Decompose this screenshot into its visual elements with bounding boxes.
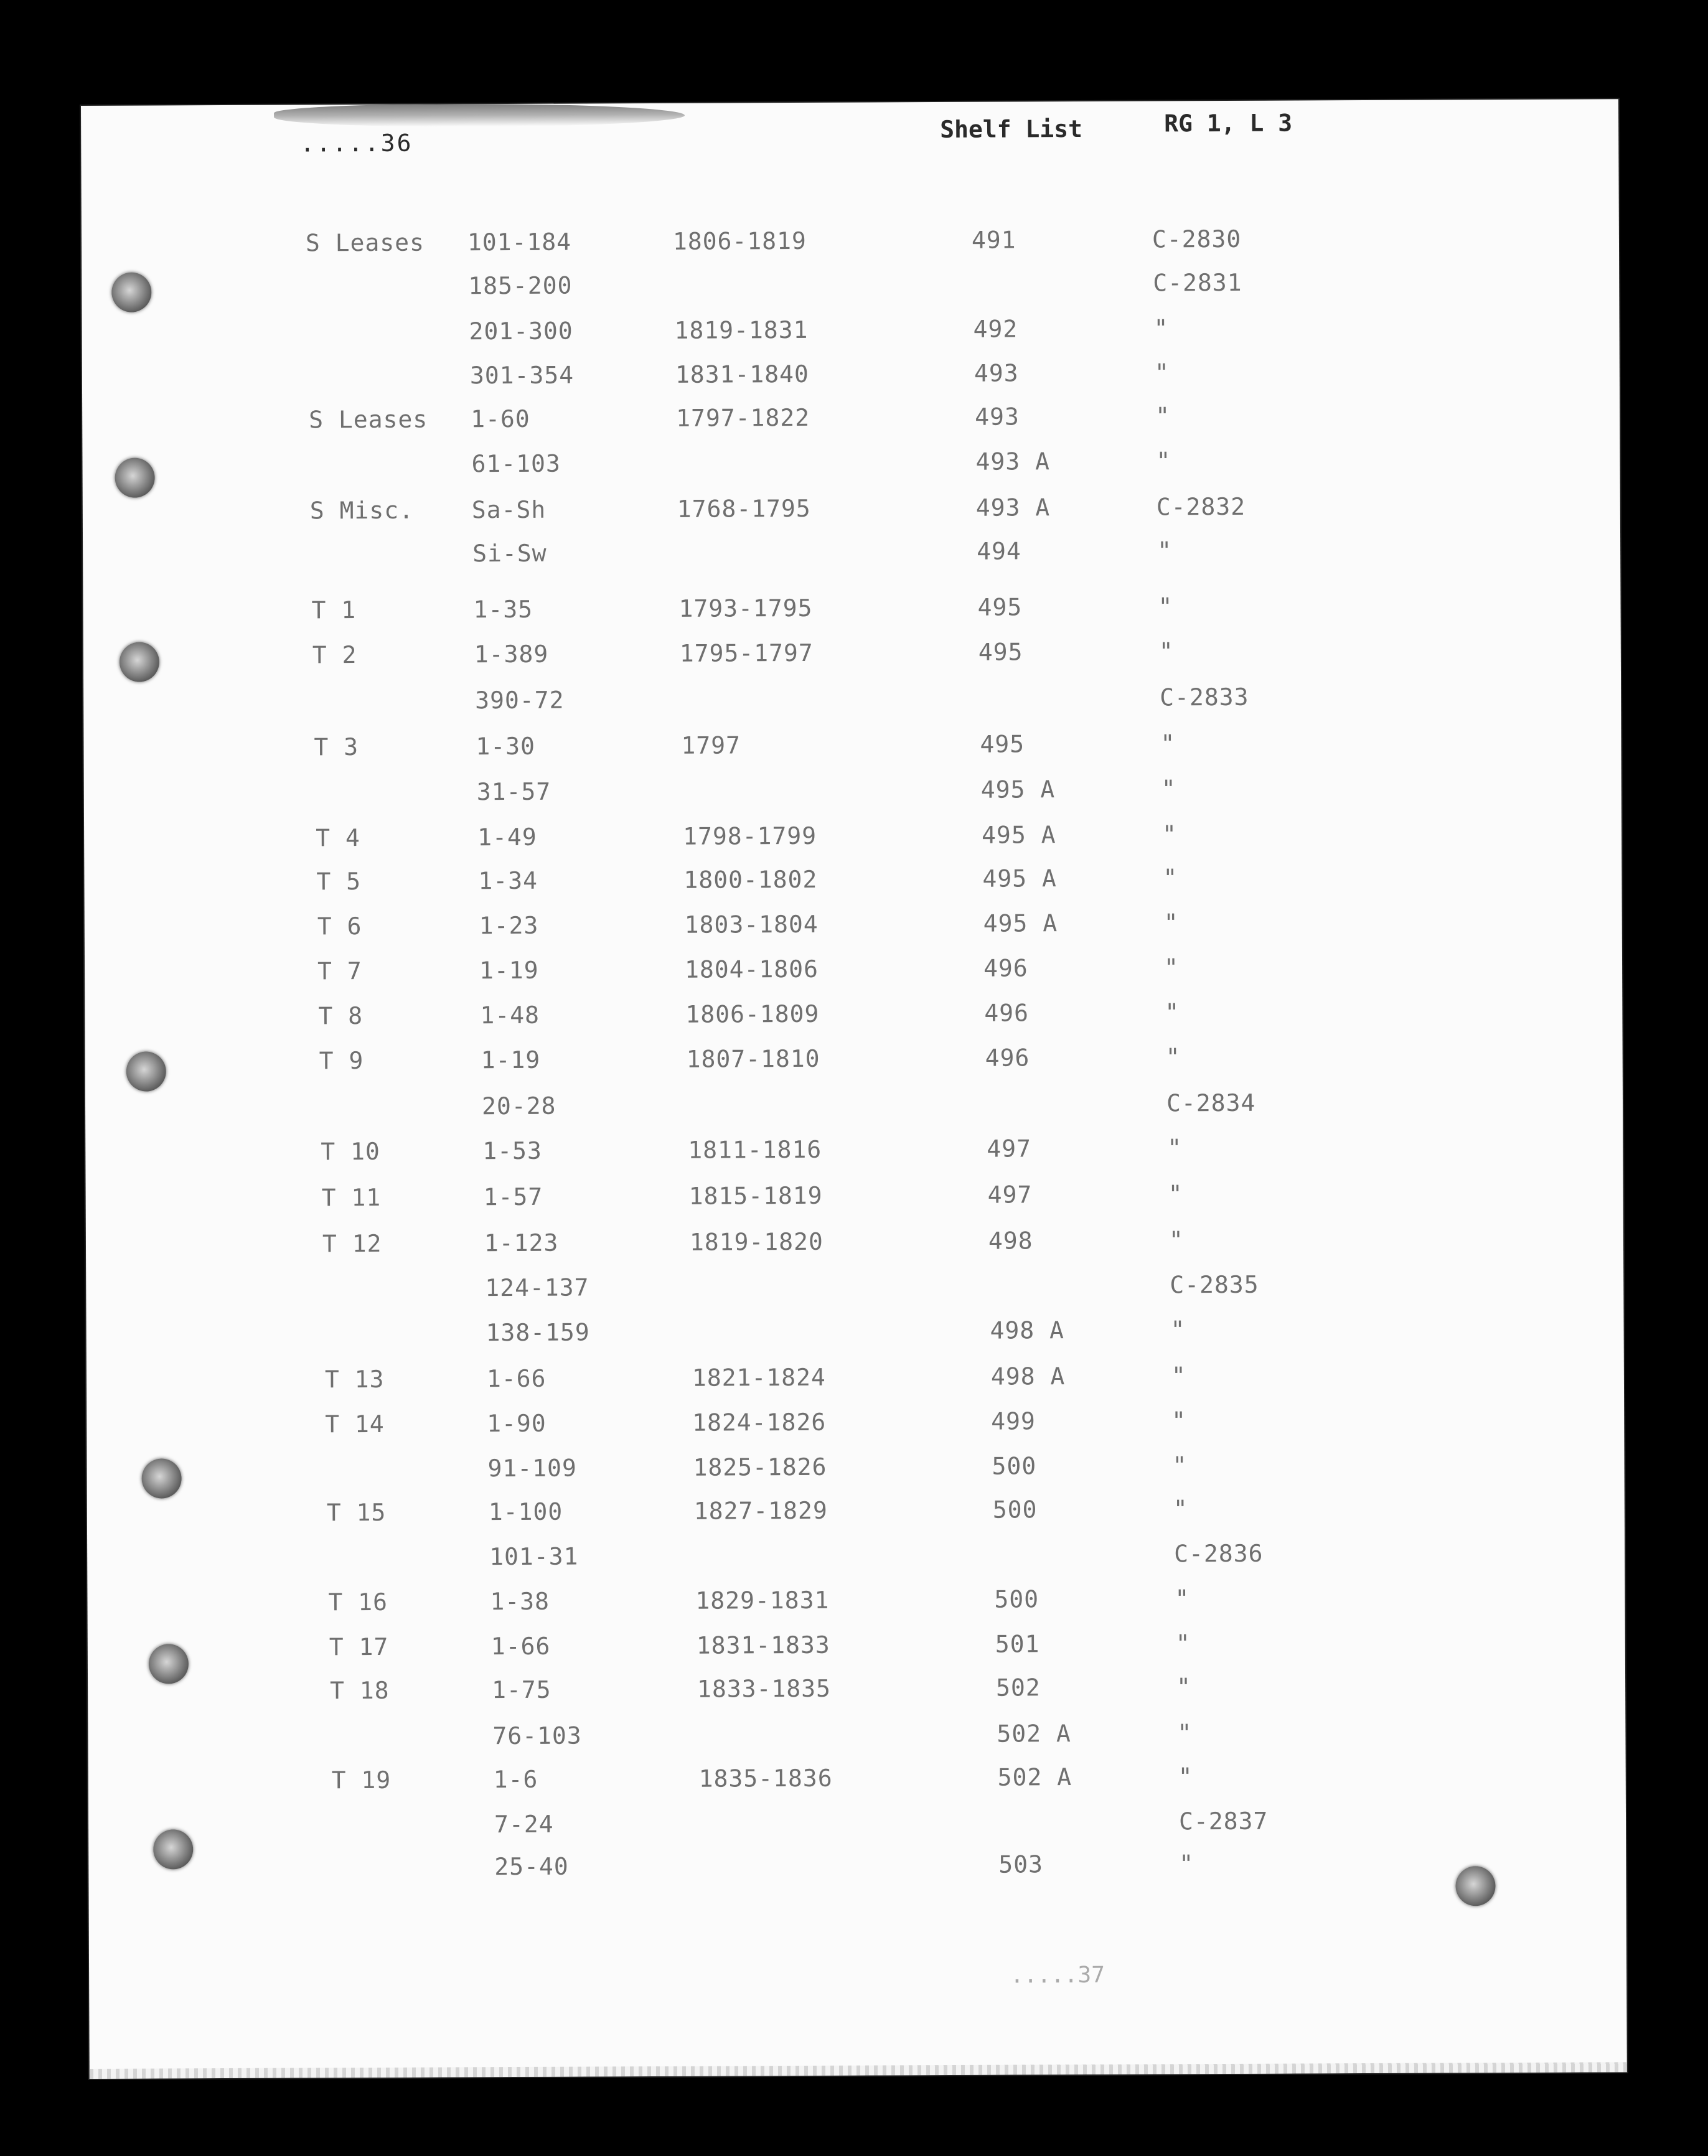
- row-box-number: 497: [987, 1181, 1033, 1209]
- row-reel-number: ": [1154, 359, 1170, 387]
- row-dates: 1797-1822: [676, 403, 810, 432]
- row-range: 124-137: [485, 1273, 589, 1302]
- row-reel-number: ": [1175, 1585, 1190, 1613]
- row-box-number: 496: [983, 954, 1028, 982]
- row-range: 61-103: [471, 449, 561, 478]
- row-reel-number: C-2836: [1174, 1539, 1264, 1568]
- punch-hole: [126, 1051, 166, 1091]
- row-dates: 1795-1797: [679, 639, 814, 667]
- punch-hole: [149, 1644, 189, 1684]
- row-name: T 5: [316, 868, 362, 896]
- row-box-number: 502 A: [997, 1763, 1072, 1791]
- record-group-reference: RG 1, L 3: [1164, 109, 1293, 138]
- row-range: 1-19: [479, 956, 539, 985]
- row-box-number: 492: [973, 315, 1018, 343]
- row-range: 25-40: [494, 1852, 569, 1881]
- row-name: T 12: [322, 1229, 382, 1258]
- row-name: T 16: [328, 1588, 388, 1616]
- row-reel-number: ": [1160, 729, 1176, 757]
- row-reel-number: C-2834: [1166, 1089, 1256, 1117]
- row-dates: 1807-1810: [686, 1044, 820, 1073]
- row-name: T 18: [330, 1676, 390, 1705]
- row-box-number: 500: [994, 1585, 1039, 1613]
- row-reel-number: ": [1171, 1407, 1187, 1435]
- row-reel-number: ": [1163, 909, 1179, 937]
- row-box-number: 495: [978, 638, 1023, 666]
- row-range: 20-28: [481, 1092, 556, 1120]
- row-reel-number: ": [1172, 1451, 1188, 1479]
- row-name: T 19: [331, 1766, 392, 1794]
- row-dates: 1827-1829: [693, 1496, 828, 1525]
- row-range: 1-38: [490, 1587, 550, 1616]
- row-dates: 1821-1824: [692, 1363, 826, 1392]
- row-dates: 1815-1819: [688, 1181, 823, 1210]
- row-box-number: 502 A: [997, 1720, 1071, 1748]
- row-reel-number: ": [1165, 998, 1180, 1026]
- row-dates: 1819-1831: [674, 316, 809, 344]
- punch-hole: [141, 1458, 181, 1498]
- row-range: 1-57: [483, 1183, 543, 1211]
- row-name: S Misc.: [309, 496, 415, 525]
- row-name: T 4: [316, 824, 360, 852]
- row-dates: 1797: [681, 731, 741, 759]
- row-range: 1-60: [471, 405, 530, 433]
- row-name: T 9: [319, 1047, 364, 1075]
- row-range: 1-23: [479, 911, 539, 940]
- row-box-number: 495: [977, 593, 1023, 621]
- punch-hole: [115, 457, 154, 497]
- row-reel-number: C-2832: [1156, 492, 1246, 521]
- row-range: Si-Sw: [472, 539, 547, 568]
- row-range: 1-49: [477, 823, 537, 851]
- row-range: 1-48: [480, 1001, 540, 1029]
- row-range: 1-90: [487, 1409, 547, 1438]
- row-reel-number: ": [1165, 1043, 1181, 1071]
- document-page: [81, 99, 1627, 2079]
- row-name: T 15: [326, 1498, 387, 1527]
- row-range: 1-19: [481, 1046, 541, 1074]
- punch-hole: [1455, 1866, 1495, 1906]
- row-dates: 1803-1804: [684, 910, 819, 939]
- row-box-number: 495: [980, 730, 1025, 758]
- row-box-number: 499: [991, 1407, 1036, 1435]
- row-name: S Leases: [305, 228, 425, 257]
- row-reel-number: ": [1173, 1495, 1188, 1523]
- row-name: S Leases: [309, 405, 428, 434]
- row-reel-number: C-2837: [1178, 1807, 1269, 1835]
- scan-smudge: [274, 103, 685, 128]
- row-box-number: 494: [977, 537, 1021, 565]
- row-dates: 1829-1831: [695, 1586, 830, 1615]
- row-dates: 1833-1835: [697, 1674, 832, 1703]
- row-range: 1-66: [486, 1364, 547, 1393]
- row-name: T 11: [321, 1183, 382, 1212]
- row-reel-number: ": [1156, 447, 1171, 475]
- row-range: 31-57: [476, 777, 551, 806]
- row-range: 1-100: [488, 1497, 563, 1526]
- row-name: T 8: [318, 1002, 364, 1030]
- page-title: Shelf List: [940, 115, 1083, 143]
- row-reel-number: ": [1167, 1134, 1183, 1162]
- row-reel-number: C-2835: [1170, 1270, 1259, 1299]
- row-name: T 13: [324, 1365, 385, 1394]
- row-reel-number: ": [1163, 954, 1180, 982]
- row-box-number: 495 A: [980, 776, 1056, 804]
- row-box-number: 493 A: [975, 448, 1050, 476]
- row-range: 1-75: [492, 1676, 551, 1704]
- row-dates: 1806-1809: [685, 1000, 820, 1028]
- row-box-number: 497: [987, 1135, 1032, 1163]
- row-range: 7-24: [494, 1810, 554, 1839]
- row-box-number: 496: [985, 1044, 1030, 1072]
- row-reel-number: ": [1153, 314, 1169, 342]
- row-dates: 1793-1795: [678, 594, 813, 622]
- row-reel-number: ": [1168, 1226, 1184, 1254]
- row-reel-number: C-2833: [1160, 683, 1249, 711]
- punch-hole: [120, 642, 159, 682]
- row-box-number: 501: [995, 1630, 1040, 1658]
- row-box-number: 491: [971, 226, 1016, 254]
- row-reel-number: C-2830: [1152, 225, 1242, 253]
- row-dates: 1825-1826: [693, 1453, 827, 1481]
- row-dates: 1768-1795: [677, 494, 811, 523]
- row-box-number: 498 A: [990, 1316, 1065, 1344]
- row-box-number: 496: [984, 999, 1030, 1027]
- row-range: 390-72: [475, 686, 565, 715]
- row-dates: 1806-1819: [672, 227, 807, 255]
- row-reel-number: ": [1162, 820, 1178, 848]
- row-box-number: 498 A: [990, 1362, 1066, 1390]
- row-range: 1-34: [478, 866, 538, 895]
- row-name: T 2: [312, 641, 357, 669]
- row-dates: 1831-1833: [696, 1631, 830, 1659]
- row-range: 1-389: [474, 640, 549, 668]
- punch-hole: [111, 273, 151, 312]
- row-range: 138-159: [486, 1318, 590, 1347]
- row-box-number: 502: [996, 1674, 1041, 1702]
- row-name: T 6: [317, 912, 362, 940]
- row-box-number: 498: [988, 1227, 1033, 1255]
- row-name: T 10: [321, 1137, 380, 1166]
- row-range: 91-109: [487, 1454, 577, 1483]
- row-reel-number: ": [1178, 1763, 1193, 1791]
- row-reel-number: ": [1168, 1180, 1183, 1208]
- row-range: 76-103: [492, 1722, 582, 1750]
- row-dates: 1811-1816: [688, 1135, 822, 1164]
- row-range: 1-123: [484, 1229, 559, 1257]
- row-box-number: 500: [992, 1496, 1038, 1524]
- row-dates: 1831-1840: [675, 360, 809, 388]
- row-range: 1-53: [482, 1137, 542, 1165]
- row-dates: 1800-1802: [683, 865, 818, 894]
- row-name: T 14: [325, 1410, 385, 1438]
- row-range: 201-300: [469, 317, 573, 345]
- row-reel-number: ": [1175, 1629, 1191, 1657]
- row-reel-number: ": [1171, 1362, 1186, 1390]
- row-range: 101-184: [467, 228, 572, 256]
- row-reel-number: ": [1157, 537, 1173, 565]
- row-reel-number: ": [1161, 775, 1176, 803]
- row-reel-number: ": [1158, 593, 1173, 621]
- row-range: 1-30: [476, 732, 536, 761]
- row-dates: 1819-1820: [689, 1227, 824, 1256]
- row-box-number: 495 A: [983, 909, 1058, 937]
- row-range: Sa-Sh: [471, 495, 547, 524]
- continuation-marker: .....37: [1010, 1962, 1105, 1989]
- row-reel-number: ": [1170, 1316, 1186, 1344]
- row-name: T 1: [311, 596, 357, 624]
- row-reel-number: ": [1177, 1719, 1193, 1747]
- page-bottom-edge: [90, 2062, 1627, 2079]
- row-reel-number: ": [1176, 1673, 1192, 1701]
- row-name: T 7: [317, 957, 362, 985]
- row-dates: 1824-1826: [692, 1408, 827, 1437]
- row-dates: 1835-1836: [698, 1764, 833, 1793]
- row-reel-number: C-2831: [1153, 268, 1242, 297]
- row-box-number: 495 A: [982, 821, 1056, 849]
- row-box-number: 493: [975, 403, 1020, 431]
- row-range: 1-66: [490, 1632, 551, 1661]
- row-range: 1-6: [493, 1765, 538, 1794]
- row-box-number: 503: [998, 1850, 1044, 1878]
- row-range: 1-35: [473, 595, 533, 624]
- row-dates: 1798-1799: [683, 822, 817, 850]
- row-box-number: 493: [974, 359, 1019, 387]
- row-reel-number: ": [1155, 402, 1171, 430]
- row-reel-number: ": [1163, 864, 1178, 892]
- page-marker: .....36: [300, 129, 413, 157]
- row-range: 301-354: [469, 361, 575, 390]
- punch-hole: [153, 1829, 193, 1869]
- row-name: T 3: [314, 733, 359, 761]
- row-box-number: 493 A: [975, 494, 1051, 522]
- row-box-number: 495 A: [982, 865, 1057, 893]
- row-reel-number: ": [1158, 637, 1174, 665]
- row-range: 185-200: [468, 271, 573, 300]
- row-reel-number: ": [1179, 1850, 1194, 1878]
- row-box-number: 500: [992, 1452, 1037, 1480]
- row-range: 101-31: [489, 1542, 579, 1571]
- row-name: T 17: [329, 1633, 389, 1661]
- row-dates: 1804-1806: [684, 955, 819, 983]
